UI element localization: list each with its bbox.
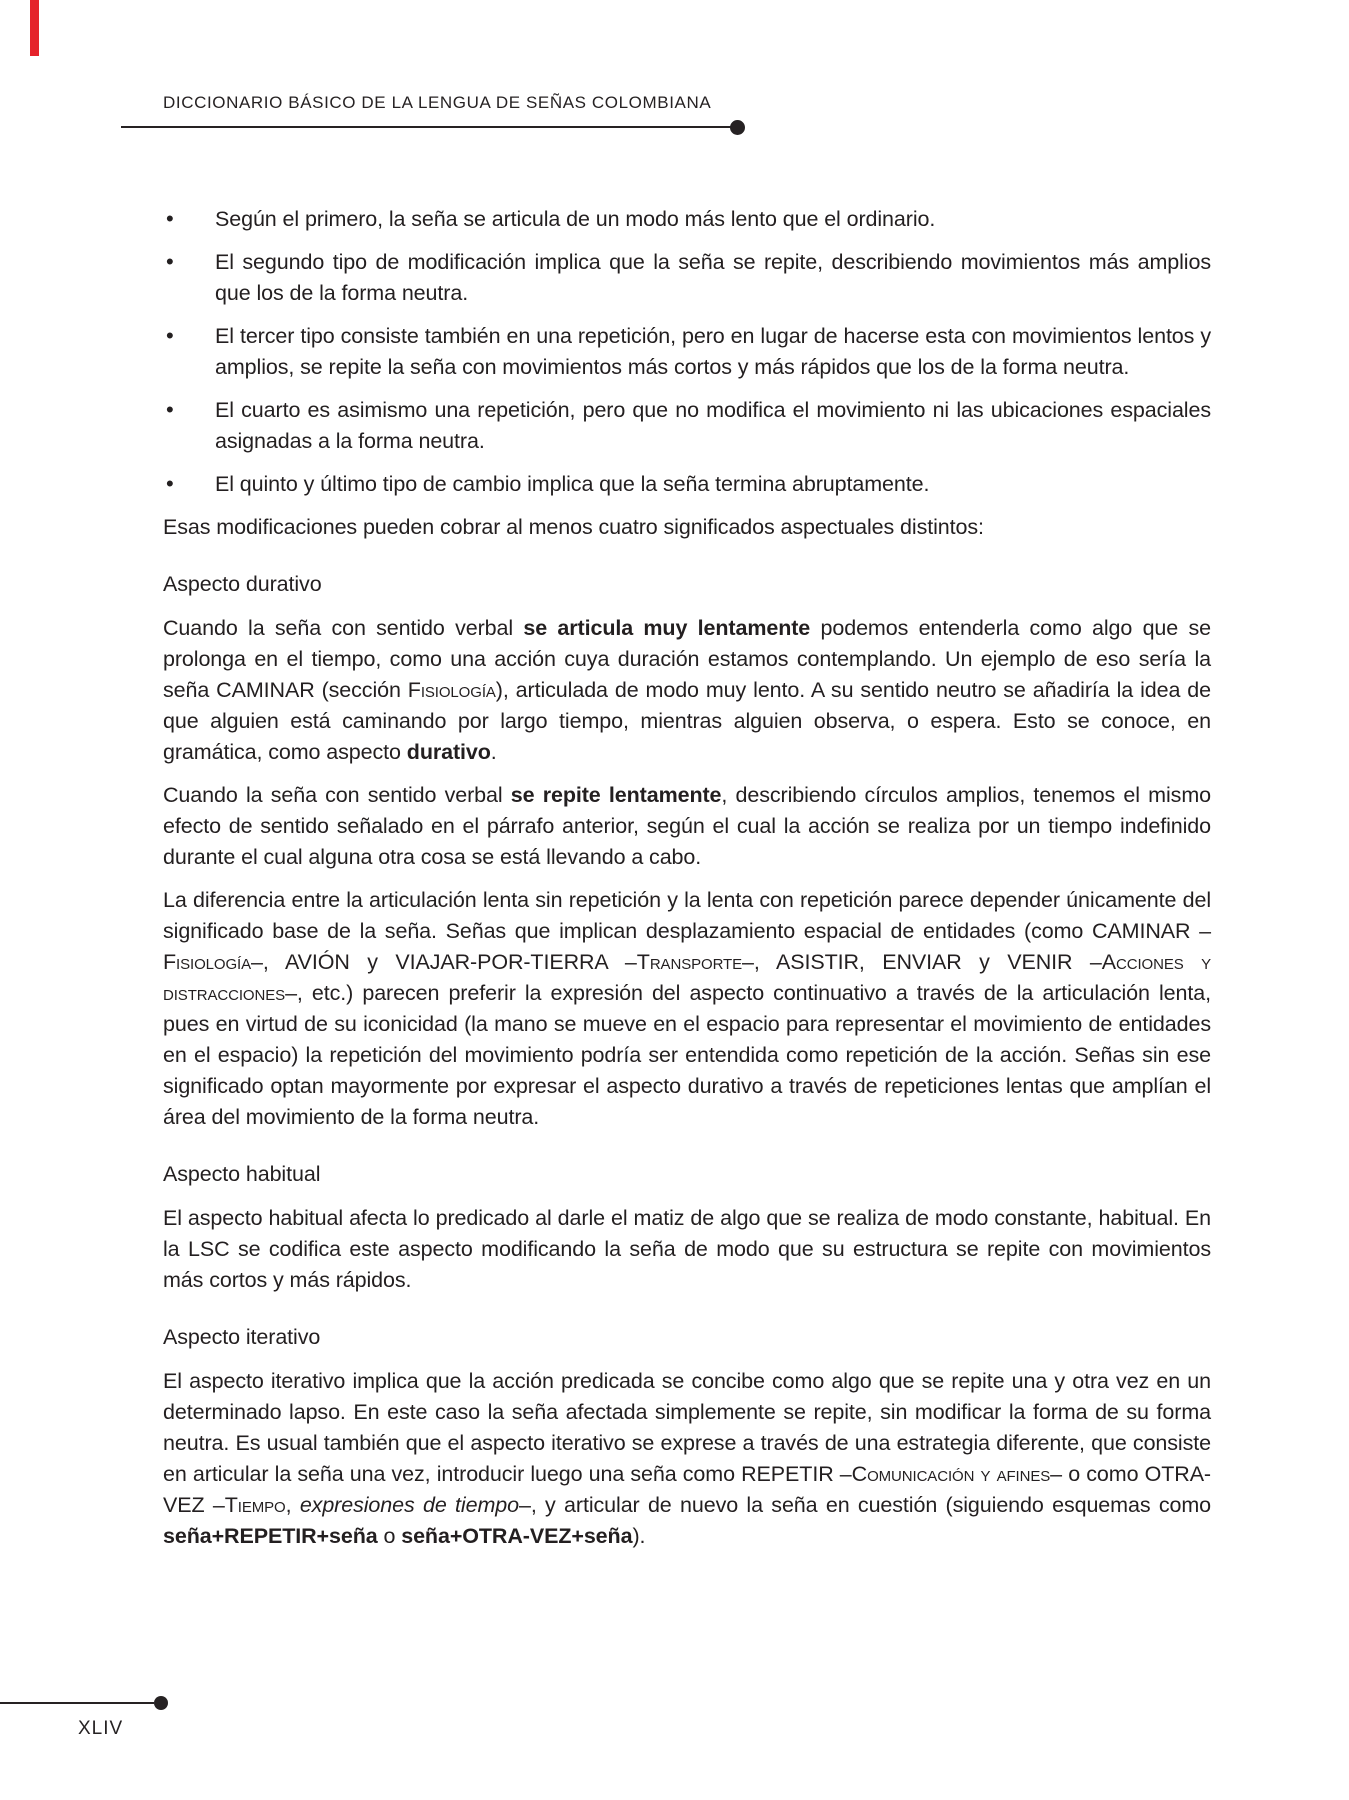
text-run: Aspecto iterativo: [163, 1325, 321, 1349]
header-rule: [121, 126, 733, 128]
paragraph: [163, 1366, 1211, 1552]
text-run: Según el primero, la seña se articula de un modo más lento que el ordinario.: [215, 207, 936, 231]
page-number: XLIV: [78, 1718, 124, 1739]
bullet-icon: •: [166, 206, 174, 231]
text-run: – o como OTRA-VEZ –: [163, 1462, 1211, 1517]
paragraph: [163, 1203, 1211, 1296]
text-run: –, y articular de nuevo la seña en cuestión (siguiendo esquemas como: [518, 1493, 1211, 1517]
text-run: , describiendo círculos amplios, tenemos el mismo efecto de sentido señalado en el párrafo anterior, según el cual la acción se realiza por un tiempo indefinido durante el cual alguna otra cosa se está llevando a cabo.: [163, 783, 1211, 869]
text-run: Acciones y distracciones: [163, 950, 1212, 1005]
paragraph: [163, 613, 1211, 768]
text-run: Tiempo: [224, 1493, 286, 1517]
text-run: Aspecto habitual: [163, 1162, 321, 1186]
text-run: Cuando la seña con sentido verbal: [163, 616, 524, 640]
section-heading: [163, 569, 1211, 600]
text-run: Transporte: [636, 950, 743, 974]
text-run: Fisiología: [407, 678, 496, 702]
text-run: se repite lentamente: [510, 783, 722, 807]
footer-rule-dot-icon: [154, 1696, 168, 1710]
header-rule-dot-icon: [730, 120, 745, 135]
text-run: El segundo tipo de modificación implica que la seña se repite, describiendo movimientos más amplios que los de la forma neutra.: [215, 250, 1211, 305]
bullet-item: [163, 204, 1211, 235]
text-run: Esas modificaciones pueden cobrar al menos cuatro significados aspectuales distintos:: [163, 515, 984, 539]
footer-rule: [0, 1702, 154, 1704]
bullet-item: [163, 469, 1211, 500]
paragraph: [163, 512, 1211, 543]
body-content: [163, 204, 1211, 1564]
text-run: .: [490, 740, 497, 764]
text-run: seña+OTRA-VEZ+seña: [401, 1524, 633, 1548]
paragraph: [163, 885, 1211, 1133]
text-run: El tercer tipo consiste también en una repetición, pero en lugar de hacerse esta con movimientos lentos y amplios, se repite la seña con movimientos más cortos y más rápidos que los de la forma neutra.: [215, 324, 1211, 379]
bullet-icon: •: [166, 323, 174, 348]
text-run: Aspecto durativo: [163, 572, 322, 596]
text-run: ).: [632, 1524, 646, 1548]
text-run: durativo: [406, 740, 491, 764]
text-run: Comunicación y afines: [851, 1462, 1051, 1486]
running-head-title: DICCIONARIO BÁSICO DE LA LENGUA DE SEÑAS COLOMBIANA: [163, 93, 712, 112]
text-run: o: [377, 1524, 402, 1548]
text-run: Cuando la seña con sentido verbal: [163, 783, 511, 807]
text-run: –, AVIÓN y VIAJAR-POR-TIERRA –: [251, 950, 637, 974]
bullet-item: [163, 321, 1211, 383]
bullet-icon: •: [166, 471, 174, 496]
text-run: podemos entenderla como algo que se prolonga en el tiempo, como una acción cuya duración estamos contemplando. Un ejemplo de eso sería la seña CAMINAR (sección: [163, 616, 1211, 702]
bullet-item: [163, 247, 1211, 309]
section-heading: [163, 1159, 1211, 1190]
text-run: El cuarto es asimismo una repetición, pero que no modifica el movimiento ni las ubicaciones espaciales asignadas a la forma neutra.: [215, 398, 1211, 453]
bullet-icon: •: [166, 397, 174, 422]
red-registration-mark: [30, 0, 39, 56]
text-run: expresiones de tiempo: [299, 1493, 519, 1517]
text-run: se articula muy lentamente: [523, 616, 811, 640]
bullet-item: [163, 395, 1211, 457]
paragraph: [163, 780, 1211, 873]
text-run: –, etc.) parecen preferir la expresión del aspecto continuativo a través de la articulación lenta, pues en virtud de su iconicidad (la mano se mueve en el espacio para representar el movimiento de entidades en el espacio) la repetición del movimiento podría ser entendida como repetición de la acción. Señas sin ese significado optan mayormente por expresar el aspecto durativo a través de repeticiones lentas que amplían el área del movimiento de la forma neutra.: [163, 981, 1211, 1129]
bullet-icon: •: [166, 249, 174, 274]
text-run: Fisiología: [163, 950, 251, 974]
section-heading: [163, 1322, 1211, 1353]
text-run: ,: [285, 1493, 300, 1517]
text-run: seña+REPETIR+seña: [163, 1524, 378, 1548]
text-run: El aspecto iterativo implica que la acción predicada se concibe como algo que se repite una y otra vez en un determinado lapso. En este caso la seña afectada simplemente se repite, sin modificar la forma de su forma neutra. Es usual también que el aspecto iterativo se exprese a través de una estrategia diferente, que consiste en articular la seña una vez, introducir luego una seña como REPETIR –: [163, 1369, 1211, 1486]
text-run: El quinto y último tipo de cambio implica que la seña termina abruptamente.: [215, 472, 930, 496]
text-run: La diferencia entre la articulación lenta sin repetición y la lenta con repetición parece depender únicamente del significado base de la seña. Señas que implican desplazamiento espacial de entidades (como CAMINAR –: [163, 888, 1211, 943]
text-run: El aspecto habitual afecta lo predicado al darle el matiz de algo que se realiza de modo constante, habitual. En la LSC se codifica este aspecto modificando la seña de modo que su estructura se repite con movimientos más cortos y más rápidos.: [163, 1206, 1211, 1292]
text-run: –, ASISTIR, ENVIAR y VENIR –: [742, 950, 1102, 974]
text-run: ), articulada de modo muy lento. A su sentido neutro se añadiría la idea de que alguien está caminando por largo tiempo, mientras alguien observa, o espera. Esto se conoce, en gramática, como aspecto: [163, 678, 1212, 764]
